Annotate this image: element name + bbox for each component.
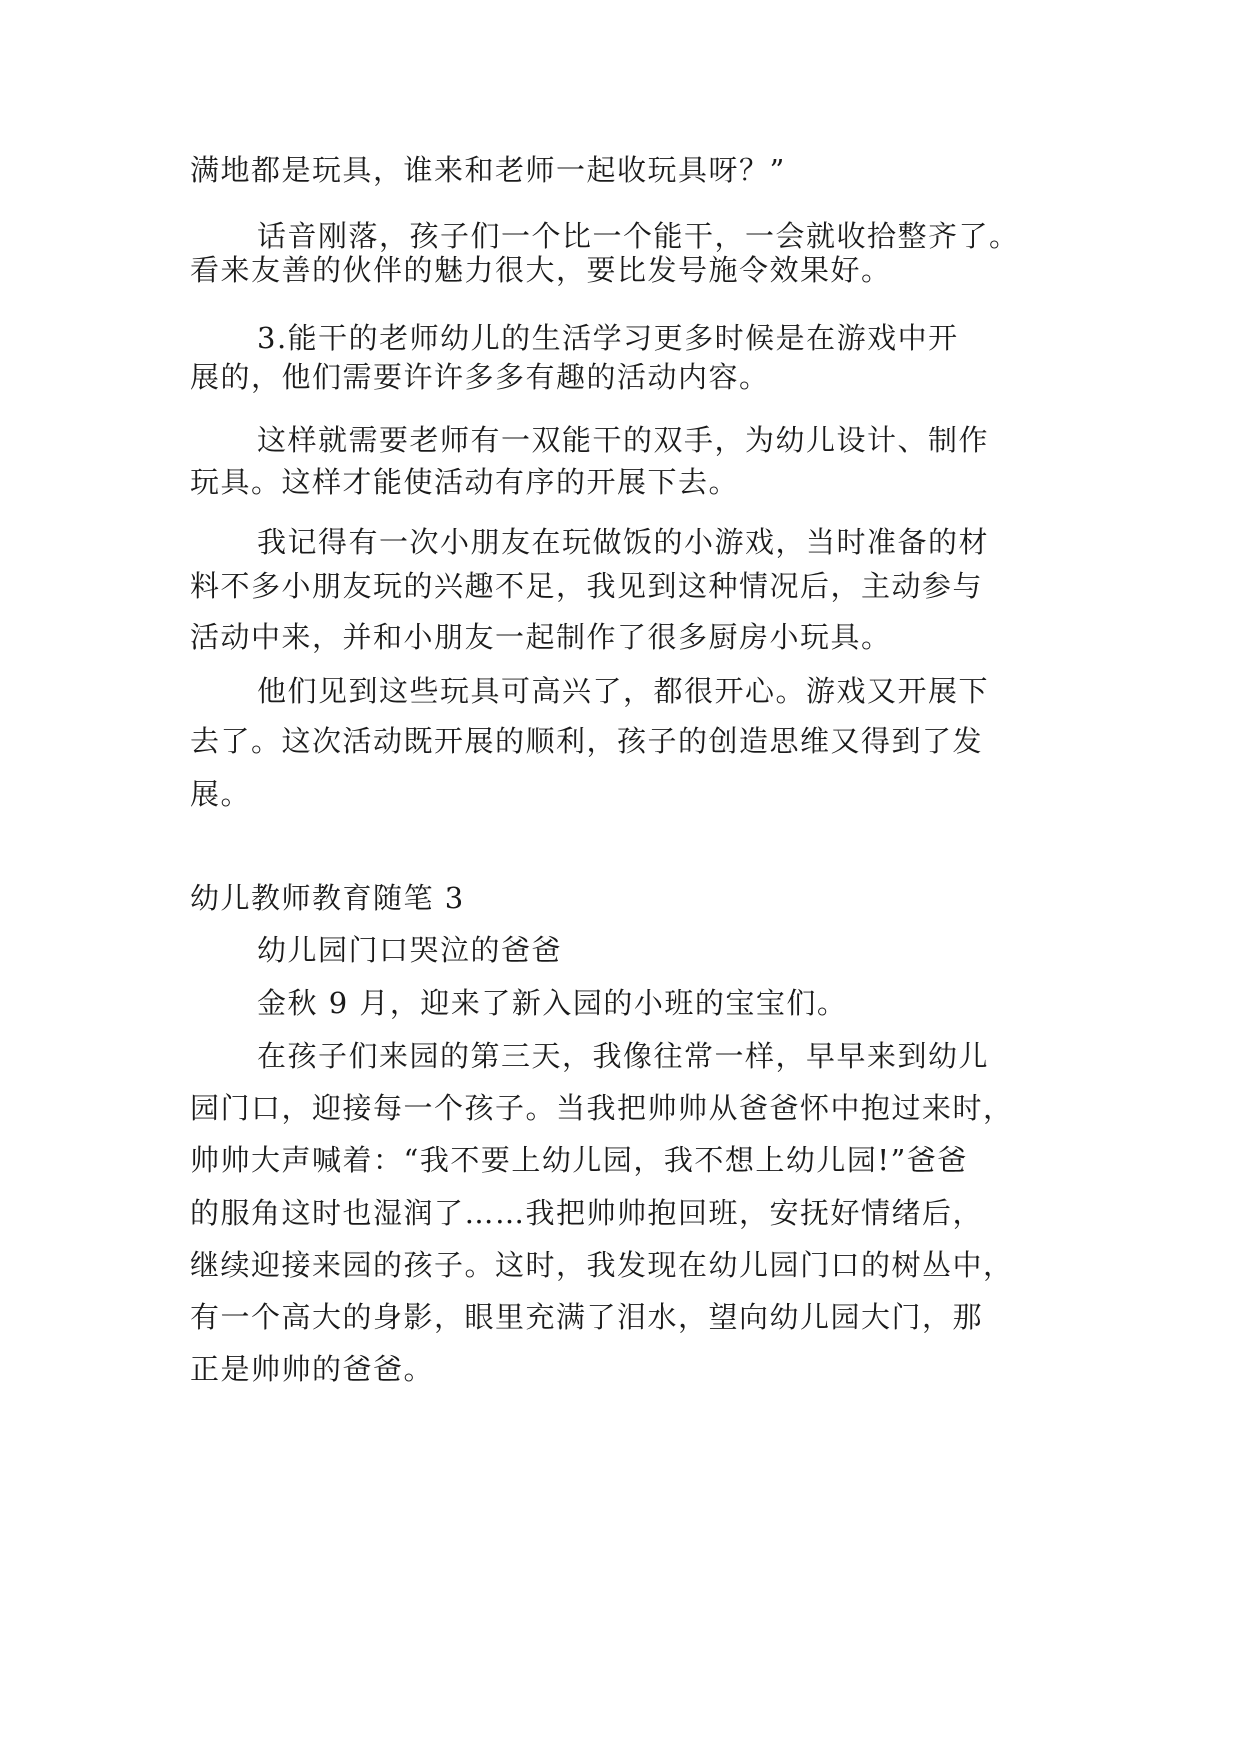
paragraph-start: 3.能干的老师幼儿的生活学习更多时候是在游戏中开 xyxy=(257,321,959,355)
text-line: 帅帅大声喊着：“我不要上幼儿园，我不想上幼儿园!”爸爸 xyxy=(190,1143,968,1177)
paragraph-start: 话音刚落，孩子们一个比一个能干，一会就收拾整齐了。 xyxy=(257,219,1020,253)
text-line: 料不多小朋友玩的兴趣不足，我见到这种情况后，主动参与 xyxy=(190,569,984,603)
paragraph-start: 他们见到这些玩具可高兴了，都很开心。游戏又开展下 xyxy=(257,674,990,708)
text-line: 园门口，迎接每一个孩子。当我把帅帅从爸爸怀中抱过来时， xyxy=(190,1091,1014,1125)
text-line: 展。 xyxy=(190,777,252,811)
text-line: 展的，他们需要许许多多有趣的活动内容。 xyxy=(190,360,770,394)
text-line: 玩具。这样才能使活动有序的开展下去。 xyxy=(190,465,740,499)
paragraph-start: 在孩子们来园的第三天，我像往常一样，早早来到幼儿 xyxy=(257,1039,990,1073)
paragraph-start: 这样就需要老师有一双能干的双手，为幼儿设计、制作 xyxy=(257,423,990,457)
text-line: 满地都是玩具，谁来和老师一起收玩具呀？” xyxy=(190,153,786,187)
text-line: 看来友善的伙伴的魅力很大，要比发号施令效果好。 xyxy=(190,253,892,287)
text-line: 去了。这次活动既开展的顺利，孩子的创造思维又得到了发 xyxy=(190,724,984,758)
text-line: 的服角这时也湿润了……我把帅帅抱回班，安抚好情绪后， xyxy=(190,1196,984,1230)
text-line: 活动中来，并和小朋友一起制作了很多厨房小玩具。 xyxy=(190,620,892,654)
text-line: 正是帅帅的爸爸。 xyxy=(190,1352,435,1386)
story-title: 幼儿园门口哭泣的爸爸 xyxy=(257,933,563,967)
text-line: 继续迎接来园的孩子。这时，我发现在幼儿园门口的树丛中， xyxy=(190,1248,1014,1282)
paragraph-start: 金秋 9 月，迎来了新入园的小班的宝宝们。 xyxy=(257,986,848,1020)
text-line: 有一个高大的身影，眼里充满了泪水，望向幼儿园大门，那 xyxy=(190,1300,984,1334)
section-title: 幼儿教师教育随笔 3 xyxy=(190,881,465,915)
paragraph-start: 我记得有一次小朋友在玩做饭的小游戏，当时准备的材 xyxy=(257,525,990,559)
